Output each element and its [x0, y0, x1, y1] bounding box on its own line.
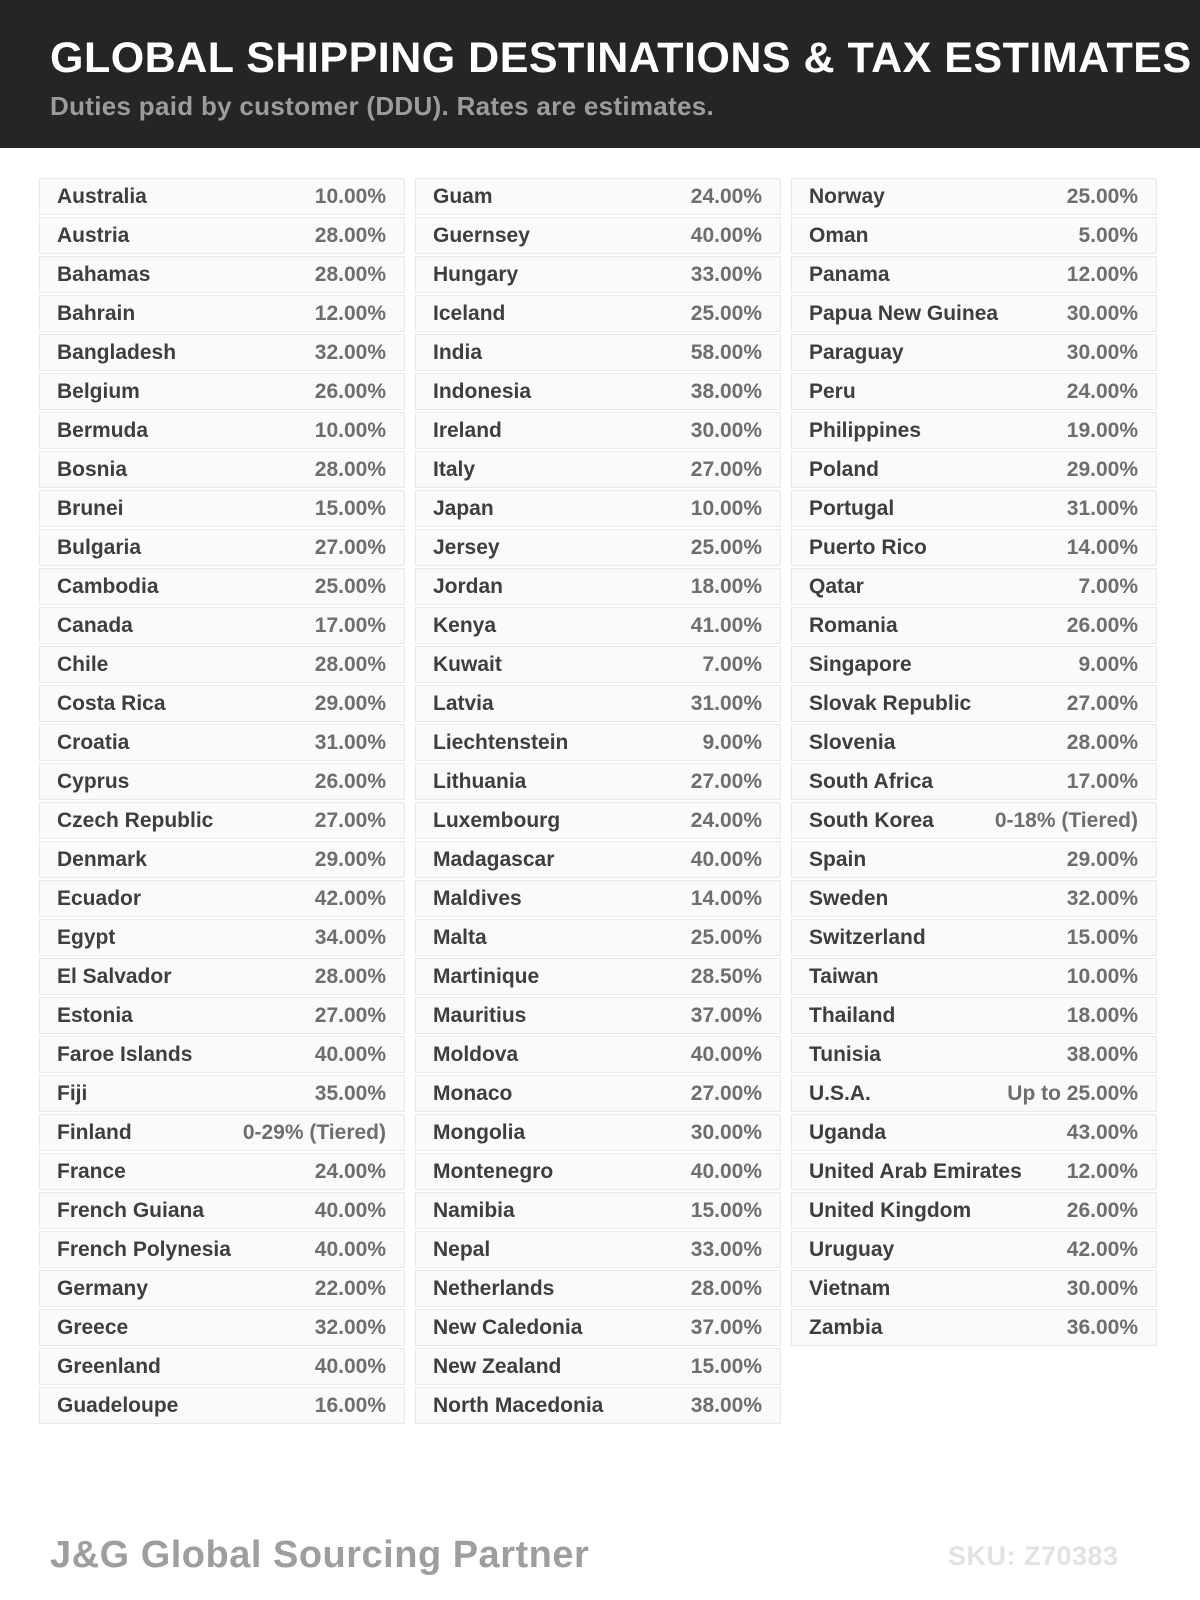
table-row	[791, 880, 1157, 917]
tax-rate: 24.00%	[1066, 379, 1138, 403]
tax-rate: 29.00%	[1066, 457, 1138, 481]
tax-rate: 24.00%	[690, 808, 762, 832]
tax-rate: 25.00%	[314, 574, 386, 598]
tax-rate: 40.00%	[690, 1159, 762, 1183]
tax-rate: 42.00%	[1066, 1237, 1138, 1261]
rates-table	[39, 178, 1200, 1426]
table-row	[39, 1387, 405, 1424]
country-name: Moldova	[433, 1042, 519, 1066]
table-row	[415, 295, 781, 332]
country-name: Martinique	[433, 964, 540, 988]
tax-rate: 26.00%	[314, 379, 386, 403]
country-name: Qatar	[809, 574, 864, 598]
table-row	[39, 646, 405, 683]
country-name: Madagascar	[433, 847, 555, 871]
country-name: Vietnam	[809, 1276, 891, 1300]
table-row	[415, 1270, 781, 1307]
tax-rate: 43.00%	[1066, 1120, 1138, 1144]
table-row	[791, 295, 1157, 332]
tax-rate: 28.00%	[314, 652, 386, 676]
rates-column-3	[791, 178, 1157, 1426]
table-row	[791, 763, 1157, 800]
table-row	[791, 373, 1157, 410]
country-name: Egypt	[57, 925, 116, 949]
tax-rate: 18.00%	[690, 574, 762, 598]
country-name: Jordan	[433, 574, 504, 598]
tax-rate: 37.00%	[690, 1315, 762, 1339]
tax-rate: 9.00%	[702, 730, 762, 754]
tax-rate: 26.00%	[314, 769, 386, 793]
tax-rate: 33.00%	[690, 1237, 762, 1261]
country-name: Slovenia	[809, 730, 896, 754]
tax-rate: 16.00%	[314, 1393, 386, 1417]
tax-rate: 10.00%	[690, 496, 762, 520]
country-name: Uruguay	[809, 1237, 895, 1261]
country-name: France	[57, 1159, 126, 1183]
tax-rate: 41.00%	[690, 613, 762, 637]
country-name: Bahrain	[57, 301, 136, 325]
table-row	[791, 997, 1157, 1034]
table-row	[791, 724, 1157, 761]
country-name: Sweden	[809, 886, 889, 910]
tax-rate: 32.00%	[314, 1315, 386, 1339]
table-row	[39, 412, 405, 449]
tax-rate: 40.00%	[690, 1042, 762, 1066]
tax-rate: 15.00%	[314, 496, 386, 520]
tax-rate: 27.00%	[314, 535, 386, 559]
tax-rate: 30.00%	[690, 418, 762, 442]
table-row	[415, 490, 781, 527]
brand-name: J&G Global Sourcing Partner	[50, 1534, 590, 1576]
country-name: El Salvador	[57, 964, 172, 988]
table-row	[791, 1114, 1157, 1151]
country-name: Liechtenstein	[433, 730, 569, 754]
country-name: Nepal	[433, 1237, 491, 1261]
tax-rate: 27.00%	[314, 1003, 386, 1027]
table-row	[415, 958, 781, 995]
country-name: Finland	[57, 1120, 132, 1144]
tax-rate: 28.00%	[314, 262, 386, 286]
table-row	[791, 1270, 1157, 1307]
country-name: Chile	[57, 652, 109, 676]
country-name: Czech Republic	[57, 808, 214, 832]
tax-rate: 40.00%	[690, 847, 762, 871]
tax-rate: 17.00%	[1066, 769, 1138, 793]
tax-rate: 38.00%	[1066, 1042, 1138, 1066]
table-row	[39, 217, 405, 254]
table-row	[415, 1387, 781, 1424]
table-row	[415, 412, 781, 449]
table-row	[39, 997, 405, 1034]
table-row	[39, 1114, 405, 1151]
tax-rate: 29.00%	[1066, 847, 1138, 871]
tax-rate: 40.00%	[314, 1237, 386, 1261]
country-name: South Africa	[809, 769, 934, 793]
table-row	[415, 178, 781, 215]
table-row	[791, 802, 1157, 839]
table-row	[39, 568, 405, 605]
tax-rate: 25.00%	[690, 925, 762, 949]
tax-rate: 7.00%	[1078, 574, 1138, 598]
country-name: Bosnia	[57, 457, 128, 481]
country-name: Ecuador	[57, 886, 142, 910]
country-name: Bermuda	[57, 418, 149, 442]
country-name: Faroe Islands	[57, 1042, 193, 1066]
country-name: Germany	[57, 1276, 149, 1300]
tax-rate: 19.00%	[1066, 418, 1138, 442]
table-row	[791, 451, 1157, 488]
country-name: Jersey	[433, 535, 500, 559]
country-name: Kuwait	[433, 652, 502, 676]
tax-rate: 12.00%	[314, 301, 386, 325]
country-name: Peru	[809, 379, 856, 403]
tax-rate: 37.00%	[690, 1003, 762, 1027]
country-name: Panama	[809, 262, 890, 286]
table-row	[415, 802, 781, 839]
table-row	[39, 1270, 405, 1307]
country-name: Hungary	[433, 262, 519, 286]
country-name: Indonesia	[433, 379, 532, 403]
country-name: India	[433, 340, 483, 364]
tax-rate: 14.00%	[1066, 535, 1138, 559]
table-row	[39, 1075, 405, 1112]
table-row	[39, 1231, 405, 1268]
country-name: Bahamas	[57, 262, 151, 286]
table-row	[39, 724, 405, 761]
country-name: Iceland	[433, 301, 506, 325]
tax-rate: 24.00%	[314, 1159, 386, 1183]
tax-rate: 27.00%	[690, 457, 762, 481]
country-name: Thailand	[809, 1003, 896, 1027]
table-row	[39, 256, 405, 293]
country-name: Paraguay	[809, 340, 904, 364]
country-name: Costa Rica	[57, 691, 166, 715]
tax-rate: 10.00%	[1066, 964, 1138, 988]
tax-rate: 24.00%	[690, 184, 762, 208]
tax-rate: 40.00%	[690, 223, 762, 247]
country-name: Uganda	[809, 1120, 887, 1144]
country-name: Monaco	[433, 1081, 513, 1105]
country-name: Montenegro	[433, 1159, 554, 1183]
tax-rate: 26.00%	[1066, 1198, 1138, 1222]
table-row	[415, 607, 781, 644]
table-row	[415, 1114, 781, 1151]
country-name: U.S.A.	[809, 1081, 871, 1105]
country-name: Cyprus	[57, 769, 130, 793]
table-row	[415, 880, 781, 917]
tax-rate: 40.00%	[314, 1042, 386, 1066]
tax-rate: 31.00%	[314, 730, 386, 754]
tax-rate: 36.00%	[1066, 1315, 1138, 1339]
country-name: Guernsey	[433, 223, 530, 247]
tax-rate: 32.00%	[314, 340, 386, 364]
page-title: GLOBAL SHIPPING DESTINATIONS & TAX ESTIMATES	[50, 34, 1192, 82]
country-name: Japan	[433, 496, 494, 520]
country-name: North Macedonia	[433, 1393, 604, 1417]
tax-rate: 33.00%	[690, 262, 762, 286]
tax-rate: 10.00%	[314, 418, 386, 442]
tax-rate: 18.00%	[1066, 1003, 1138, 1027]
country-name: Estonia	[57, 1003, 133, 1027]
table-row	[415, 256, 781, 293]
table-row	[791, 1036, 1157, 1073]
table-row	[415, 646, 781, 683]
country-name: Zambia	[809, 1315, 883, 1339]
country-name: Oman	[809, 223, 869, 247]
country-name: Belgium	[57, 379, 140, 403]
tax-rate: 12.00%	[1066, 1159, 1138, 1183]
table-row	[791, 412, 1157, 449]
table-row	[39, 880, 405, 917]
tax-rate: 12.00%	[1066, 262, 1138, 286]
country-name: Norway	[809, 184, 885, 208]
table-row	[39, 1309, 405, 1346]
country-name: Fiji	[57, 1081, 88, 1105]
table-row	[415, 724, 781, 761]
table-row	[39, 685, 405, 722]
country-name: Kenya	[433, 613, 497, 637]
country-name: Singapore	[809, 652, 912, 676]
country-name: Latvia	[433, 691, 494, 715]
table-row	[39, 1153, 405, 1190]
country-name: Tunisia	[809, 1042, 881, 1066]
tax-rate: 28.00%	[314, 964, 386, 988]
country-name: South Korea	[809, 808, 934, 832]
country-name: Greece	[57, 1315, 129, 1339]
rates-column-2	[415, 178, 781, 1426]
table-row	[415, 1036, 781, 1073]
tax-rate: 0-29% (Tiered)	[242, 1120, 386, 1144]
country-name: Ireland	[433, 418, 502, 442]
tax-rate: 28.00%	[314, 457, 386, 481]
country-name: Taiwan	[809, 964, 879, 988]
table-row	[415, 997, 781, 1034]
tax-rate: 38.00%	[690, 379, 762, 403]
table-row	[39, 178, 405, 215]
tax-rate: 0-18% (Tiered)	[994, 808, 1138, 832]
tax-rate: 15.00%	[1066, 925, 1138, 949]
table-row	[415, 685, 781, 722]
table-row	[39, 529, 405, 566]
tax-rate: 31.00%	[1066, 496, 1138, 520]
table-row	[415, 451, 781, 488]
tax-rate: Up to 25.00%	[1007, 1081, 1138, 1105]
table-row	[415, 919, 781, 956]
country-name: Greenland	[57, 1354, 161, 1378]
table-row	[791, 841, 1157, 878]
tax-rate: 42.00%	[314, 886, 386, 910]
table-row	[415, 1192, 781, 1229]
table-row	[415, 1153, 781, 1190]
tax-rate: 22.00%	[314, 1276, 386, 1300]
table-row	[791, 1153, 1157, 1190]
tax-rate: 27.00%	[690, 769, 762, 793]
table-row	[415, 1075, 781, 1112]
country-name: Italy	[433, 457, 476, 481]
table-row	[791, 334, 1157, 371]
table-row	[415, 1348, 781, 1385]
table-row	[39, 919, 405, 956]
country-name: Cambodia	[57, 574, 159, 598]
country-name: Slovak Republic	[809, 691, 972, 715]
table-row	[39, 295, 405, 332]
tax-rate: 15.00%	[690, 1354, 762, 1378]
country-name: Netherlands	[433, 1276, 555, 1300]
tax-rate: 5.00%	[1078, 223, 1138, 247]
country-name: Denmark	[57, 847, 147, 871]
tax-rate: 30.00%	[1066, 1276, 1138, 1300]
tax-rate: 28.00%	[314, 223, 386, 247]
country-name: Spain	[809, 847, 867, 871]
country-name: Mauritius	[433, 1003, 527, 1027]
tax-rate: 30.00%	[1066, 340, 1138, 364]
rates-column-1	[39, 178, 405, 1426]
tax-rate: 40.00%	[314, 1198, 386, 1222]
tax-rate: 25.00%	[1066, 184, 1138, 208]
country-name: Mongolia	[433, 1120, 526, 1144]
table-row	[415, 568, 781, 605]
table-row	[39, 802, 405, 839]
table-row	[791, 217, 1157, 254]
table-row	[39, 373, 405, 410]
tax-rate: 29.00%	[314, 847, 386, 871]
country-name: United Arab Emirates	[809, 1159, 1022, 1183]
page-subtitle: Duties paid by customer (DDU). Rates are estimates.	[50, 91, 715, 121]
country-name: United Kingdom	[809, 1198, 972, 1222]
table-row	[791, 685, 1157, 722]
tax-rate: 7.00%	[702, 652, 762, 676]
table-row	[39, 334, 405, 371]
tax-rate: 29.00%	[314, 691, 386, 715]
country-name: Maldives	[433, 886, 522, 910]
table-row	[39, 1348, 405, 1385]
table-row	[791, 1309, 1157, 1346]
country-name: Croatia	[57, 730, 130, 754]
table-row	[415, 217, 781, 254]
table-row	[39, 490, 405, 527]
country-name: Canada	[57, 613, 133, 637]
tax-rate: 30.00%	[1066, 301, 1138, 325]
tax-rate: 40.00%	[314, 1354, 386, 1378]
table-row	[791, 529, 1157, 566]
tax-rate: 58.00%	[690, 340, 762, 364]
country-name: French Guiana	[57, 1198, 205, 1222]
table-row	[415, 373, 781, 410]
country-name: Luxembourg	[433, 808, 561, 832]
tax-rate: 15.00%	[690, 1198, 762, 1222]
tax-rate: 14.00%	[690, 886, 762, 910]
table-row	[415, 841, 781, 878]
country-name: Malta	[433, 925, 487, 949]
tax-rate: 38.00%	[690, 1393, 762, 1417]
table-row	[791, 919, 1157, 956]
tax-rate: 9.00%	[1078, 652, 1138, 676]
tax-rate: 28.00%	[1066, 730, 1138, 754]
table-row	[415, 1309, 781, 1346]
country-name: Bangladesh	[57, 340, 177, 364]
table-row	[791, 1075, 1157, 1112]
table-row	[415, 529, 781, 566]
tax-rate: 27.00%	[314, 808, 386, 832]
country-name: New Caledonia	[433, 1315, 583, 1339]
country-name: Australia	[57, 184, 147, 208]
country-name: Austria	[57, 223, 130, 247]
table-row	[791, 256, 1157, 293]
table-row	[791, 646, 1157, 683]
country-name: Switzerland	[809, 925, 926, 949]
table-row	[39, 841, 405, 878]
tax-rate: 27.00%	[690, 1081, 762, 1105]
table-row	[415, 763, 781, 800]
table-row	[791, 568, 1157, 605]
country-name: Papua New Guinea	[809, 301, 999, 325]
country-name: Romania	[809, 613, 898, 637]
table-row	[791, 1231, 1157, 1268]
country-name: Guadeloupe	[57, 1393, 179, 1417]
tax-rate: 28.50%	[690, 964, 762, 988]
tax-rate: 25.00%	[690, 535, 762, 559]
table-row	[39, 763, 405, 800]
tax-rate: 28.00%	[690, 1276, 762, 1300]
country-name: New Zealand	[433, 1354, 562, 1378]
table-row	[791, 958, 1157, 995]
tax-rate: 17.00%	[314, 613, 386, 637]
table-row	[791, 178, 1157, 215]
table-row	[39, 607, 405, 644]
tax-rate: 32.00%	[1066, 886, 1138, 910]
sku-label: SKU: Z70383	[948, 1541, 1119, 1571]
table-row	[39, 958, 405, 995]
country-name: Namibia	[433, 1198, 515, 1222]
table-row	[791, 607, 1157, 644]
country-name: Puerto Rico	[809, 535, 927, 559]
country-name: Philippines	[809, 418, 922, 442]
tax-rate: 30.00%	[690, 1120, 762, 1144]
country-name: French Polynesia	[57, 1237, 231, 1261]
tax-rate: 25.00%	[690, 301, 762, 325]
country-name: Lithuania	[433, 769, 527, 793]
tax-rate: 34.00%	[314, 925, 386, 949]
table-row	[791, 490, 1157, 527]
table-row	[415, 1231, 781, 1268]
tax-rate: 31.00%	[690, 691, 762, 715]
country-name: Poland	[809, 457, 880, 481]
tax-rate: 35.00%	[314, 1081, 386, 1105]
table-row	[791, 1192, 1157, 1229]
country-name: Bulgaria	[57, 535, 142, 559]
tax-rate: 26.00%	[1066, 613, 1138, 637]
country-name: Portugal	[809, 496, 895, 520]
country-name: Brunei	[57, 496, 124, 520]
country-name: Guam	[433, 184, 493, 208]
table-row	[39, 1192, 405, 1229]
tax-rate: 27.00%	[1066, 691, 1138, 715]
table-row	[39, 451, 405, 488]
header-banner	[0, 0, 1200, 148]
table-row	[415, 334, 781, 371]
table-row	[39, 1036, 405, 1073]
tax-rate: 10.00%	[314, 184, 386, 208]
